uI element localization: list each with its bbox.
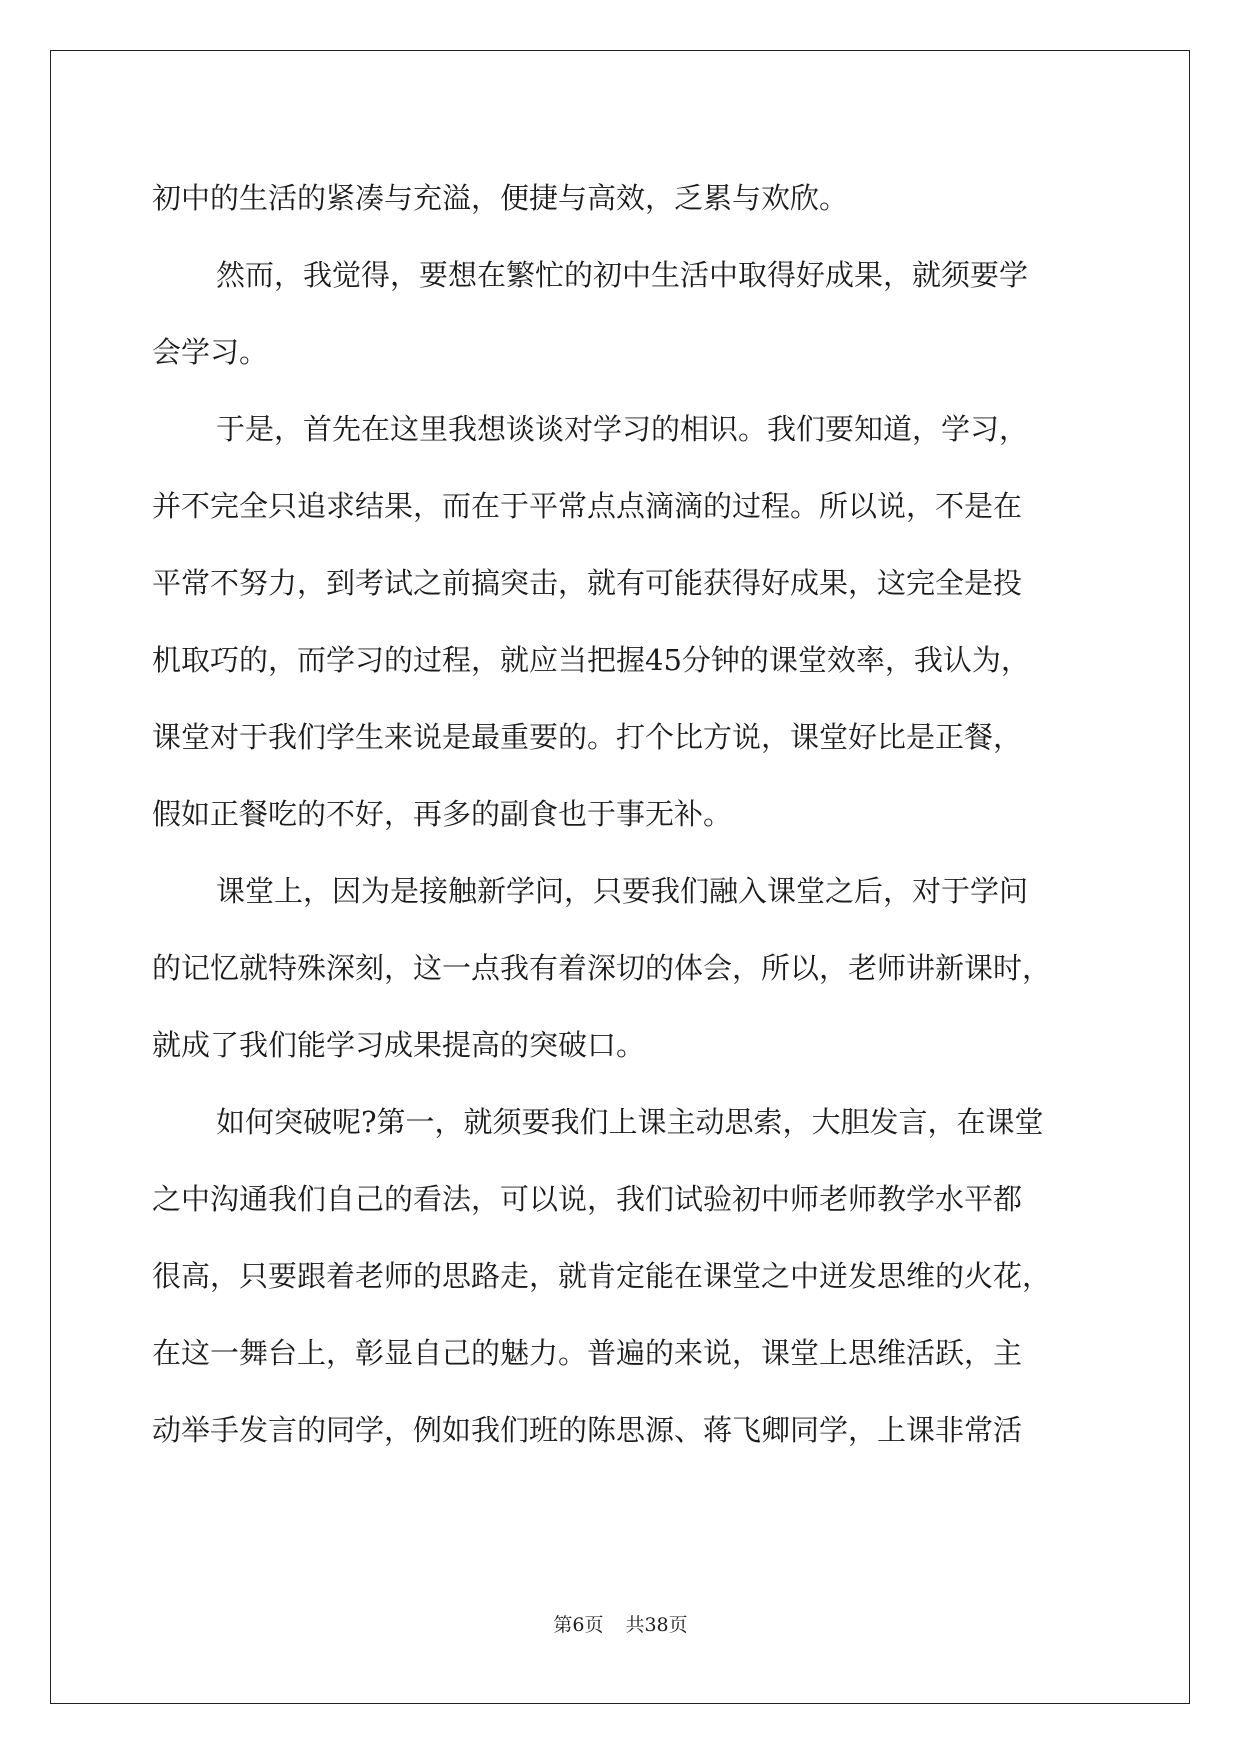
text-line: 平常不努力，到考试之前搞突击，就有可能获得好成果，这完全是投 — [152, 566, 1023, 600]
text-line: 如何突破呢?第一，就须要我们上课主动思索，大胆发言，在课堂 — [216, 1105, 1044, 1139]
text-line: 然而，我觉得，要想在繁忙的初中生活中取得好成果，就须要学 — [216, 258, 1029, 292]
text-line: 课堂上，因为是接触新学问，只要我们融入课堂之后，对于学问 — [216, 874, 1029, 908]
page-number: 第6页 — [553, 1614, 604, 1636]
text-line: 之中沟通我们自己的看法，可以说，我们试验初中师老师教学水平都 — [152, 1182, 1023, 1216]
page-footer — [0, 1610, 1241, 1637]
text-line: 假如正餐吃的不好，再多的副食也于事无补。 — [152, 797, 733, 831]
text-line: 课堂对于我们学生来说是最重要的。打个比方说，课堂好比是正餐， — [152, 720, 1023, 754]
page-total: 共38页 — [625, 1614, 688, 1636]
document-body — [152, 160, 1092, 1469]
text-line: 的记忆就特殊深刻，这一点我有着深切的体会，所以，老师讲新课时， — [152, 951, 1052, 985]
text-line: 很高，只要跟着老师的思路走，就肯定能在课堂之中迸发思维的火花， — [152, 1259, 1052, 1293]
text-line: 在这一舞台上，彰显自己的魅力。普遍的来说，课堂上思维活跃，主 — [152, 1336, 1023, 1370]
text-line: 会学习。 — [152, 335, 269, 369]
text-line: 并不完全只追求结果，而在于平常点点滴滴的过程。所以说，不是在 — [152, 489, 1023, 523]
text-line: 于是，首先在这里我想谈谈对学习的相识。我们要知道，学习， — [216, 412, 1029, 446]
text-line: 动举手发言的同学，例如我们班的陈思源、蒋飞卿同学，上课非常活 — [152, 1413, 1023, 1447]
text-line: 就成了我们能学习成果提高的突破口。 — [152, 1028, 646, 1062]
text-line: 初中的生活的紧凑与充溢，便捷与高效，乏累与欢欣。 — [152, 181, 849, 215]
text-line: 机取巧的，而学习的过程，就应当把握45分钟的课堂效率，我认为， — [152, 643, 1030, 677]
